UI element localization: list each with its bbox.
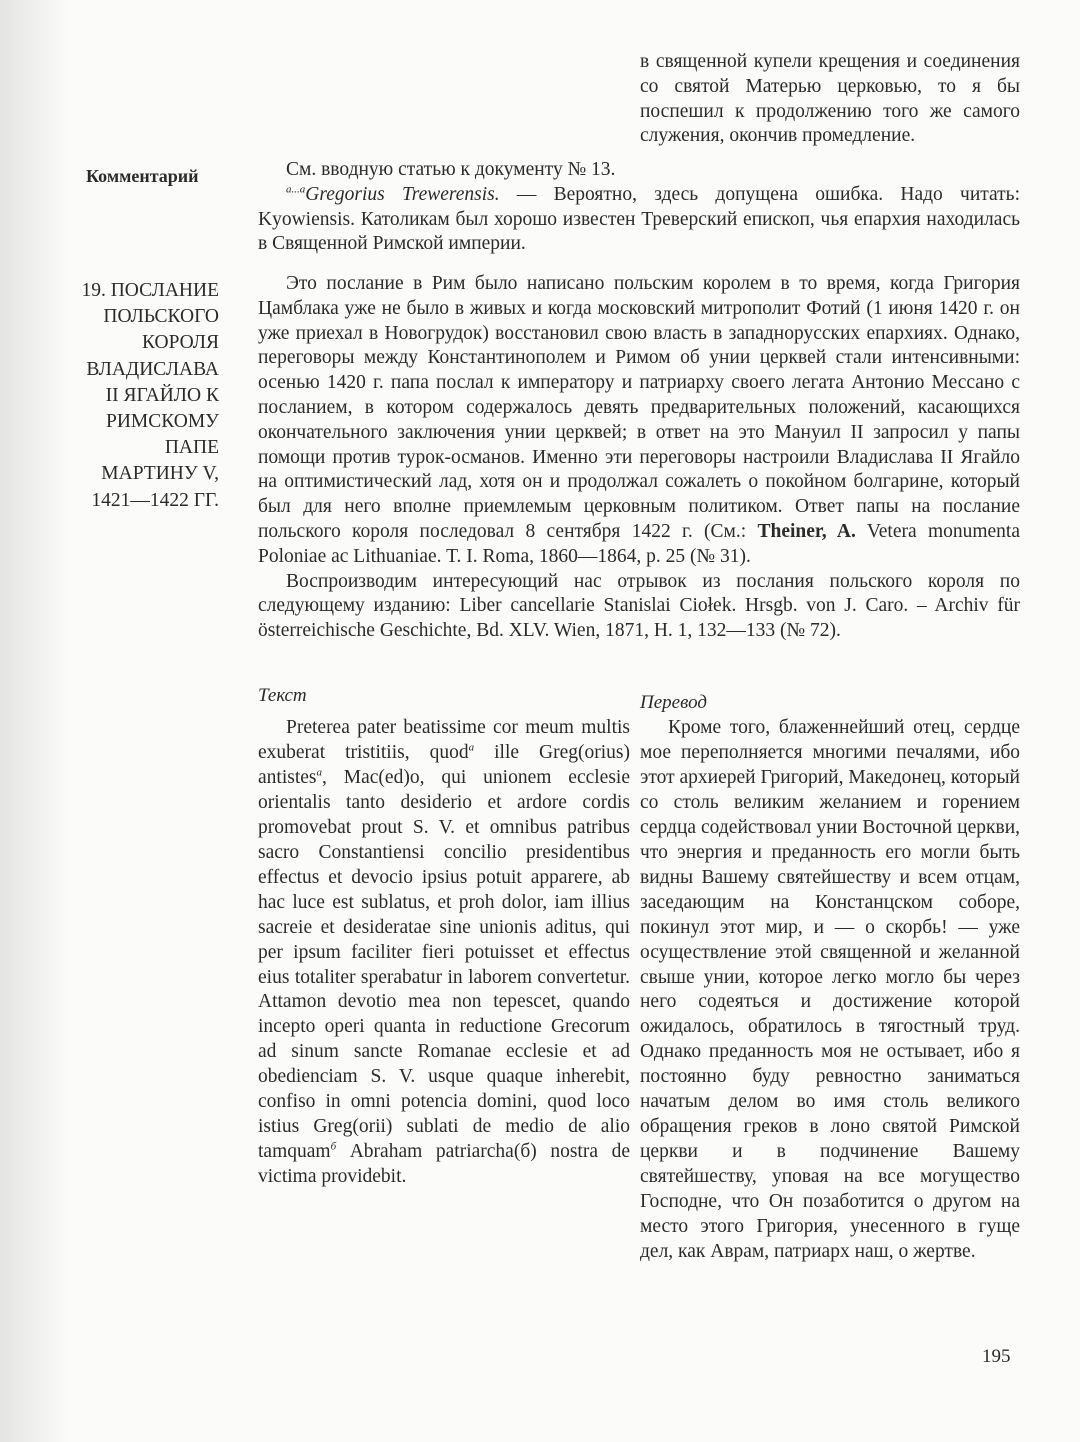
- document-title: [62, 278, 219, 514]
- title-line: ПАПЕ: [164, 437, 219, 459]
- commentary-note: [258, 183, 1020, 257]
- title-line: КОРОЛЯ: [141, 332, 219, 354]
- translation-text: [640, 716, 1020, 1265]
- title-line: ПОЛЬСКОГО: [103, 306, 219, 328]
- latin-text-part: ille Greg(orius) antistes: [258, 741, 630, 788]
- latin-text-part: , Mac(ed)o, qui unionem ecclesie orientalis tanto desiderio et ardore cordis promovebat prout S. V. et omnibus patribus sacro Constantiensi concilio presidentibus effectus et devocio ipsius potuit apparere, ab hac luce est sublatus, et proh dolor, iam illius sacreie et desideratae sine unionis aditus, qui per ipsum faciliter fieri potuisset et effectus eius totaliter sperabatur in laborem convertetur. Attamon devotio mea non tepescet, quando incepto operi quanta in reductione Grecorum ad sinum sancte Romanae ecclesie et ad obedienciam S. V. usque quaque inherebit, confiso in omni potencia domini, quod loco istius Greg(orii) sublati de medio de alio tamquam: [258, 766, 630, 1163]
- note-text: — Вероятно, здесь допущена ошибка. Надо читать: Kyowiensis. Католикам был хорошо известен Треверский епископ, чья епархия находилась в Священной Римской империи.: [258, 183, 1020, 255]
- page-gutter-shadow: [0, 0, 70, 1442]
- title-line: II ЯГАЙЛО К: [105, 384, 219, 406]
- intro-paragraph-1: [258, 272, 1020, 570]
- commentary-line: См. вводную статью к документу № 13.: [286, 159, 616, 180]
- continued-translation-text: в священной купели крещения и соединения со святой Матерью церковью, то я бы поспешил к продолжению того же самого служения, окончив промедление.: [640, 51, 1020, 147]
- translation-paragraph: Кроме того, блаженнейший отец, сердце мое переполняется многими печалями, ибо этот архиерей Григорий, Македонец, который со столь великим желанием и горением сердца содействовал унии Восточной церкви, что энергия и преданность его могли быть видны Вашему святейшеству и всем отцам, заседающим на Констанцском соборе, покинул этот мир, и — о скорбь! — уже осуществление этой священной и желанной свыше унии, которое легко могло бы через него содеяться и достижение которой ожидалось, обратилось в тягостный труд. Однако преданность моя не остывает, ибо я постоянно буду ревностно заниматься начатым делом во имя столь великого обращения греков в лоно святой Римской церкви и в подчинение Вашему святейшеству, уповая на все могущество Господне, что Он позаботится о другом на место этого Григория, унесенного в гуще дел, как Аврам, патриарх наш, о жертве.: [640, 717, 1020, 1263]
- intro-paragraph-2: Воспроизводим интересующий нас отрывок из послания польского короля по следующему изданию: Liber cancellarie Stanislai Ciołek. Hrsgb. von J. Caro. – Archiv für österreichische Geschichte, Bd. XLV. Wien, 1871, H. 1, 132—133 (№ 72).: [258, 570, 1020, 642]
- note-italic: Gregorius Trewerensis.: [305, 183, 500, 205]
- title-line: 1421—1422 ГГ.: [91, 489, 219, 511]
- footnote-marker: a: [316, 766, 322, 779]
- title-line: ВЛАДИСЛАВА: [86, 358, 219, 380]
- footnote-marker: a: [468, 741, 475, 754]
- intro-text: Vetera monumenta Poloniae ac Lithuaniae. T. I. Roma, 1860—1864, p. 25 (№ 31).: [258, 520, 1021, 567]
- commentary-label: Комментарий: [86, 166, 199, 186]
- note-marker: а...а: [286, 183, 306, 196]
- translation-heading: Перевод: [640, 692, 707, 713]
- title-line: 19. ПОСЛАНИЕ: [81, 280, 219, 301]
- latin-text: [258, 716, 630, 1190]
- author-name: Theiner, A.: [757, 520, 856, 542]
- page-number: 195: [982, 1346, 1011, 1367]
- introduction: [258, 272, 1020, 644]
- intro-text: Это послание в Рим было написано польским королем в то время, когда Григория Цамблака уже не было в живых и когда московский митрополит Фотий (1 июня 1420 г. он уже приехал в Новогрудок) восстановил свою власть в западнорусских епархиях. Однако, переговоры между Константинополем и Римом об унии церквей стали интенсивными: осенью 1420 г. папа послал к императору и патриарху своего легата Антонио Мессано с посланием, в котором содержалось девять предварительных положений, касающихся окончательного заключения унии церквей; в ответ на это Мануил II запросил у папы помощи против турок-османов. Именно эти переговоры настроили Владислава II Ягайло на оптимистический лад, хотя он и продолжал сожалеть о покойном болгарине, который был для него вполне приемлемым церковным политиком. Ответ папы на послание польского короля последовал 8 сентября 1422 г. (См.:: [258, 273, 1020, 542]
- latin-paragraph: [258, 716, 630, 1190]
- footnote-marker: б: [330, 1140, 337, 1153]
- latin-text-part: Preterea pater beatissime cor meum multis exuberat tristitiis, quod: [258, 717, 630, 763]
- commentary-body: [258, 158, 1020, 257]
- latin-text-part: Abraham patriarcha(б) nostra de victima providebit.: [258, 1141, 630, 1188]
- latin-heading: Текст: [258, 685, 307, 706]
- title-line: МАРТИНУ V,: [101, 463, 219, 485]
- title-line: РИМСКОМУ: [105, 411, 219, 433]
